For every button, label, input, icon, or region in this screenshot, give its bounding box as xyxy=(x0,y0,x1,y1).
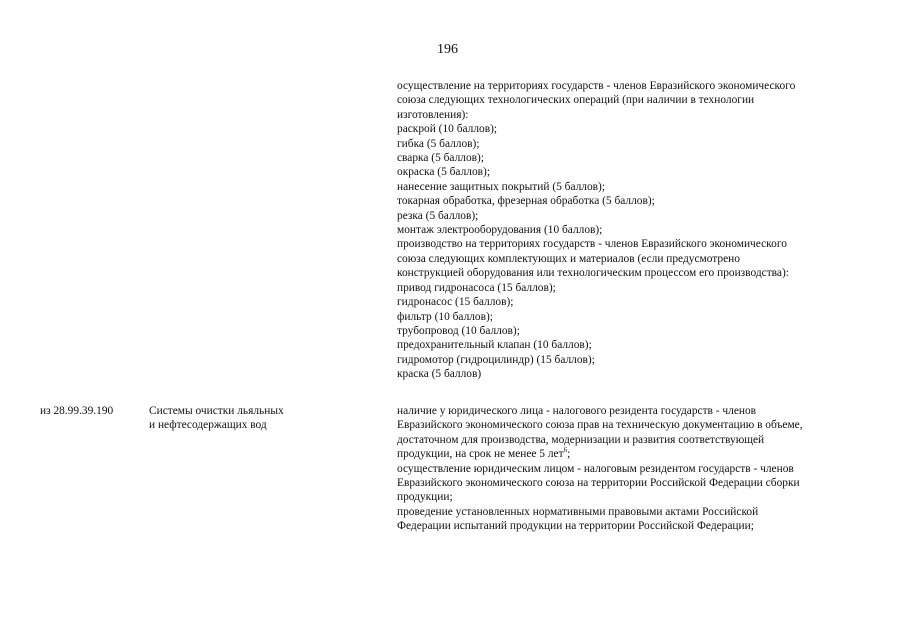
requirement-line: Федерации испытаний продукции на территории Российской Федерации; xyxy=(397,520,754,533)
product-code: из 28.99.39.190 xyxy=(40,405,114,417)
product-code-cell xyxy=(40,404,140,418)
requirement-line: достаточном для производства, модернизации и развития соответствующей xyxy=(397,433,765,446)
requirement-line: союза следующих технологических операций (при наличии в технологии xyxy=(397,94,755,107)
product-name-cell xyxy=(149,404,329,433)
requirement-line: окраска (5 баллов); xyxy=(397,166,490,179)
footnote-reference: 6 xyxy=(563,446,568,455)
requirement-line: краска (5 баллов) xyxy=(397,368,482,381)
requirement-line: наличие у юридического лица - налогового резидента государств - членов xyxy=(397,405,757,417)
requirement-line: Евразийского экономического союза на территории Российской Федерации сборки xyxy=(397,477,800,490)
requirement-line: резка (5 баллов); xyxy=(397,209,479,222)
requirement-punctuation: ; xyxy=(567,448,571,461)
requirement-line-with-footnote xyxy=(397,447,877,461)
requirement-line: нанесение защитных покрытий (5 баллов); xyxy=(397,180,606,193)
requirement-line: предохранительный клапан (10 баллов); xyxy=(397,339,592,352)
requirement-line: токарная обработка, фрезерная обработка (5 баллов); xyxy=(397,195,655,208)
requirement-line: изготовления): xyxy=(397,108,469,121)
product-name-line: и нефтесодержащих вод xyxy=(149,419,267,432)
requirement-line: раскрой (10 баллов); xyxy=(397,123,498,136)
requirement-line: союза следующих комплектующих и материалов (если предусмотрено xyxy=(397,252,740,265)
requirement-line: гибка (5 баллов); xyxy=(397,137,480,150)
requirement-line: продукции; xyxy=(397,491,453,504)
requirement-line: производство на территориях государств - членов Евразийского экономического xyxy=(397,238,787,251)
requirement-line: привод гидронасоса (15 баллов); xyxy=(397,281,556,294)
continued-requirements-cell xyxy=(397,79,877,382)
requirement-line: осуществление юридическим лицом - налоговым резидентом государств - членов xyxy=(397,462,794,475)
requirement-line: Евразийского экономического союза прав на техническую документацию в объеме, xyxy=(397,419,803,432)
product-name-line: Системы очистки льяльных xyxy=(149,405,284,417)
requirement-line: сварка (5 баллов); xyxy=(397,152,484,165)
requirement-line: гидронасос (15 баллов); xyxy=(397,296,514,309)
requirement-line: проведение установленных нормативными правовыми актами Российской xyxy=(397,505,759,518)
requirement-line: монтаж электрооборудования (10 баллов); xyxy=(397,224,603,237)
requirement-line: трубопровод (10 баллов); xyxy=(397,324,520,337)
requirement-line: гидромотор (гидроцилиндр) (15 баллов); xyxy=(397,353,595,366)
requirement-line: конструкцией оборудования или технологическим процессом его производства): xyxy=(397,267,789,280)
requirement-text: продукции, на срок не менее 5 лет xyxy=(397,448,564,461)
page-number: 196 xyxy=(437,42,458,57)
requirement-line: фильтр (10 баллов); xyxy=(397,310,493,323)
requirement-line: осуществление на территориях государств - членов Евразийского экономического xyxy=(397,80,796,92)
requirements-cell xyxy=(397,404,877,534)
